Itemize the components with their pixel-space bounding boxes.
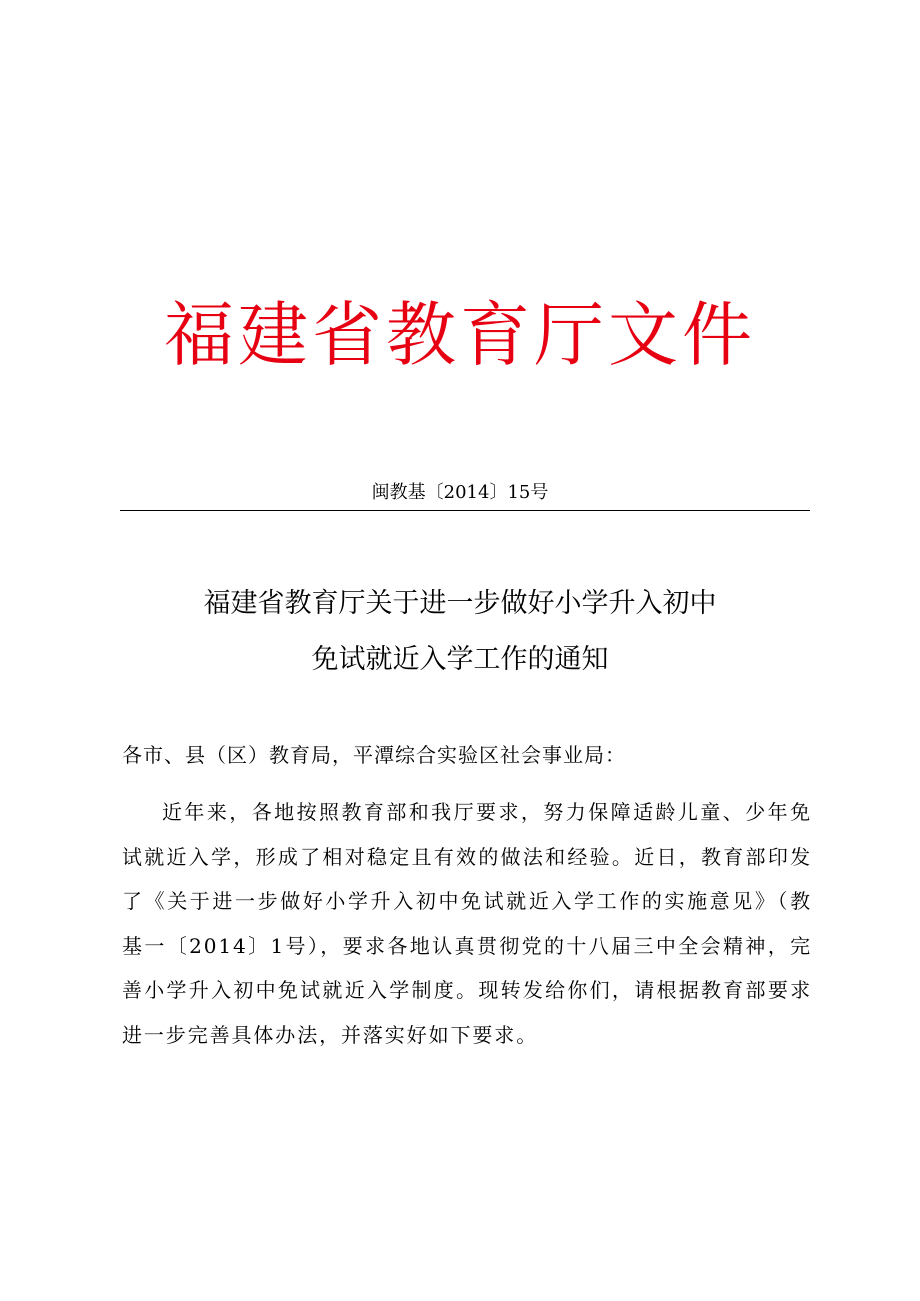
document-number: 闽教基〔2014〕15号: [371, 482, 549, 503]
header-divider: [120, 510, 810, 511]
salutation: 各市、县（区）教育局，平潭综合实验区社会事业局：: [122, 743, 626, 767]
body-paragraph: 近年来，各地按照教育部和我厅要求，努力保障适龄儿童、少年免试就近入学，形成了相对稳定且有效的做法和经验。近日，教育部印发了《关于进一步做好小学升入初中免试就近入学工作的实施意见》（教基一〔2014〕1号），要求各地认真贯彻党的十八届三中全会精神，完善小学升入初中免试就近入学制度。现转发给你们，请根据教育部要求进一步完善具体办法，并落实好如下要求。: [122, 800, 812, 1047]
notice-title-line-2: 免试就近入学工作的通知: [311, 644, 609, 675]
notice-title-line-1: 福建省教育厅关于进一步做好小学升入初中: [203, 588, 717, 619]
document-header-title: 福建省教育厅文件: [164, 294, 756, 376]
